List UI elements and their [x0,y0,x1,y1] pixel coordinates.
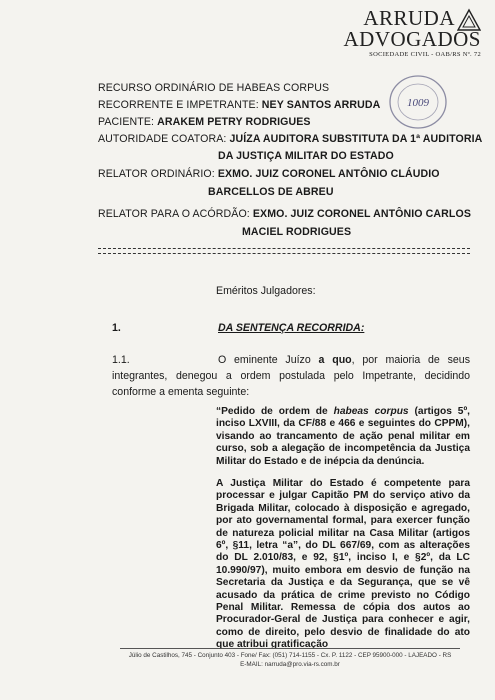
court-stamp-icon [386,72,450,132]
double-dashed-separator [98,248,470,254]
relator-acordao-line-2 [242,226,351,238]
recorrente-value: NEY SANTOS ARRUDA [261,99,381,111]
paciente-line [98,116,311,128]
relator-label: RELATOR ORDINÁRIO: [98,168,215,180]
firm-name-line2: ADVOGADOS [343,27,481,51]
footer-rule [120,648,460,649]
relator-acordao-label: RELATOR PARA O ACÓRDÃO: [98,208,250,220]
firm-logo [321,8,481,58]
relator-value-1: EXMO. JUIZ CORONEL ANTÔNIO CLÁUDIO [217,168,440,180]
section-number: 1. [112,322,121,334]
footer-address: Júlio de Castilhos, 745 - Conjunto 403 - Fone/ Fax: (051) 714-1155 - Cx. P. 1122 - CEP 95900-000 - LAJEADO - RS [128,652,452,659]
footer-email: E-MAIL: narruda@pro.via-rs.com.br [240,661,340,668]
quote1-italic: habeas corpus [333,406,409,417]
paragraph-text-b: , por maioria de seus integrantes, denegou a ordem postulada pelo Impetrante, decidindo conforme a ementa seguinte: [112,354,470,398]
relator-acordao-value-1: EXMO. JUIZ CORONEL ANTÔNIO CARLOS [252,208,472,220]
autoridade-value-1: JUÍZA AUDITORA SUBSTITUTA DA 1ª AUDITORIA [229,133,483,145]
relator-acordao-value-2: MACIEL RODRIGUES [242,226,352,238]
section-title: DA SENTENÇA RECORRIDA: [218,322,365,334]
autoridade-line [98,133,482,145]
recorrente-line [98,99,380,111]
paragraph-number: 1.1. [112,354,130,366]
paragraph-text-a: O eminente Juízo [218,354,311,366]
paciente-label: PACIENTE: [98,116,155,128]
firm-name-line1: ARRUDA [363,6,455,30]
autoridade-line-2 [218,150,394,162]
quote-paragraph-1 [216,406,470,468]
triangle-logo-icon [457,8,481,32]
relator-line-2 [208,186,334,198]
autoridade-value-2: DA JUSTIÇA MILITAR DO ESTADO [218,150,394,162]
quote-paragraph-2: A Justiça Militar do Estado é competente para processar e julgar Capitão PM do serviço ativo da Brigada Militar, colocado à disposição e agregado, por ato governamental formal, para exercer função de natureza policial militar na Casa Militar (artigos 6º, §11, letra “a”, do DL 667/69, com as alterações do DL 2.010/83, e 92, §1º, inciso I, e §2º, da LC 10.990/97), muito embora em desvio de função na Secretaria da Justiça e da Segurança, que se vê acusado da prática de crime previsto no Código Penal Militar. Remessa de cópia dos autos ao Procurador-Geral de Justiça para conhecer e agir, como de direito, pelo desvio de finalidade do ato que atribui gratificação [216,478,470,651]
quote1-text-a: “Pedido de ordem de [216,406,328,417]
footer [120,648,460,669]
relator-line [98,168,440,180]
relator-acordao-line [98,208,471,220]
stamp-number: 1009 [407,97,429,109]
quote1-text-b: (artigos 5º, inciso LXVIII, da CF/88 e 466 e seguintes do CPPM), visando ao trancamento de ação penal militar em curso, sob a alegação de incompetência da Justiça Militar do Estado e de inépcia da denúncia. [216,406,470,467]
case-type: RECURSO ORDINÁRIO DE HABEAS CORPUS [98,82,330,94]
recorrente-label: RECORRENTE E IMPETRANTE: [98,99,259,111]
relator-value-2: BARCELLOS DE ABREU [208,186,334,198]
paciente-value: ARAKEM PETRY RODRIGUES [157,116,311,128]
greeting: Eméritos Julgadores: [216,285,316,297]
firm-subtitle: SOCIEDADE CIVIL - OAB/RS Nº. 72 [369,51,481,58]
paragraph-1-1 [112,352,470,400]
autoridade-label: AUTORIDADE COATORA: [98,133,227,145]
paragraph-bold: a quo [318,354,352,366]
